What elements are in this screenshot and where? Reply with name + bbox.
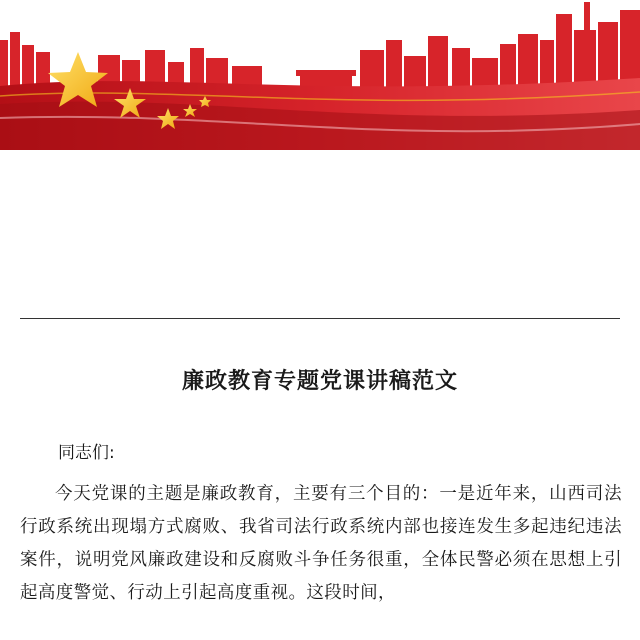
document-title: 廉政教育专题党课讲稿范文: [181, 369, 458, 394]
header-banner: [0, 0, 640, 150]
document-body: [20, 478, 622, 610]
greeting: 同志们:: [58, 443, 115, 463]
header-divider: [20, 318, 620, 319]
banner-graphic: [0, 0, 640, 150]
paragraph: 今天党课的主题是廉政教育，主要有三个目的：一是近年来，山西司法行政系统出现塌方式腐败、我省司法行政系统内部也接连发生多起违纪违法案件，说明党风廉政建设和反腐败斗争任务很重，全体民警必须在思想上引起高度警觉、行动上引起高度重视。这段时间，: [20, 484, 622, 603]
